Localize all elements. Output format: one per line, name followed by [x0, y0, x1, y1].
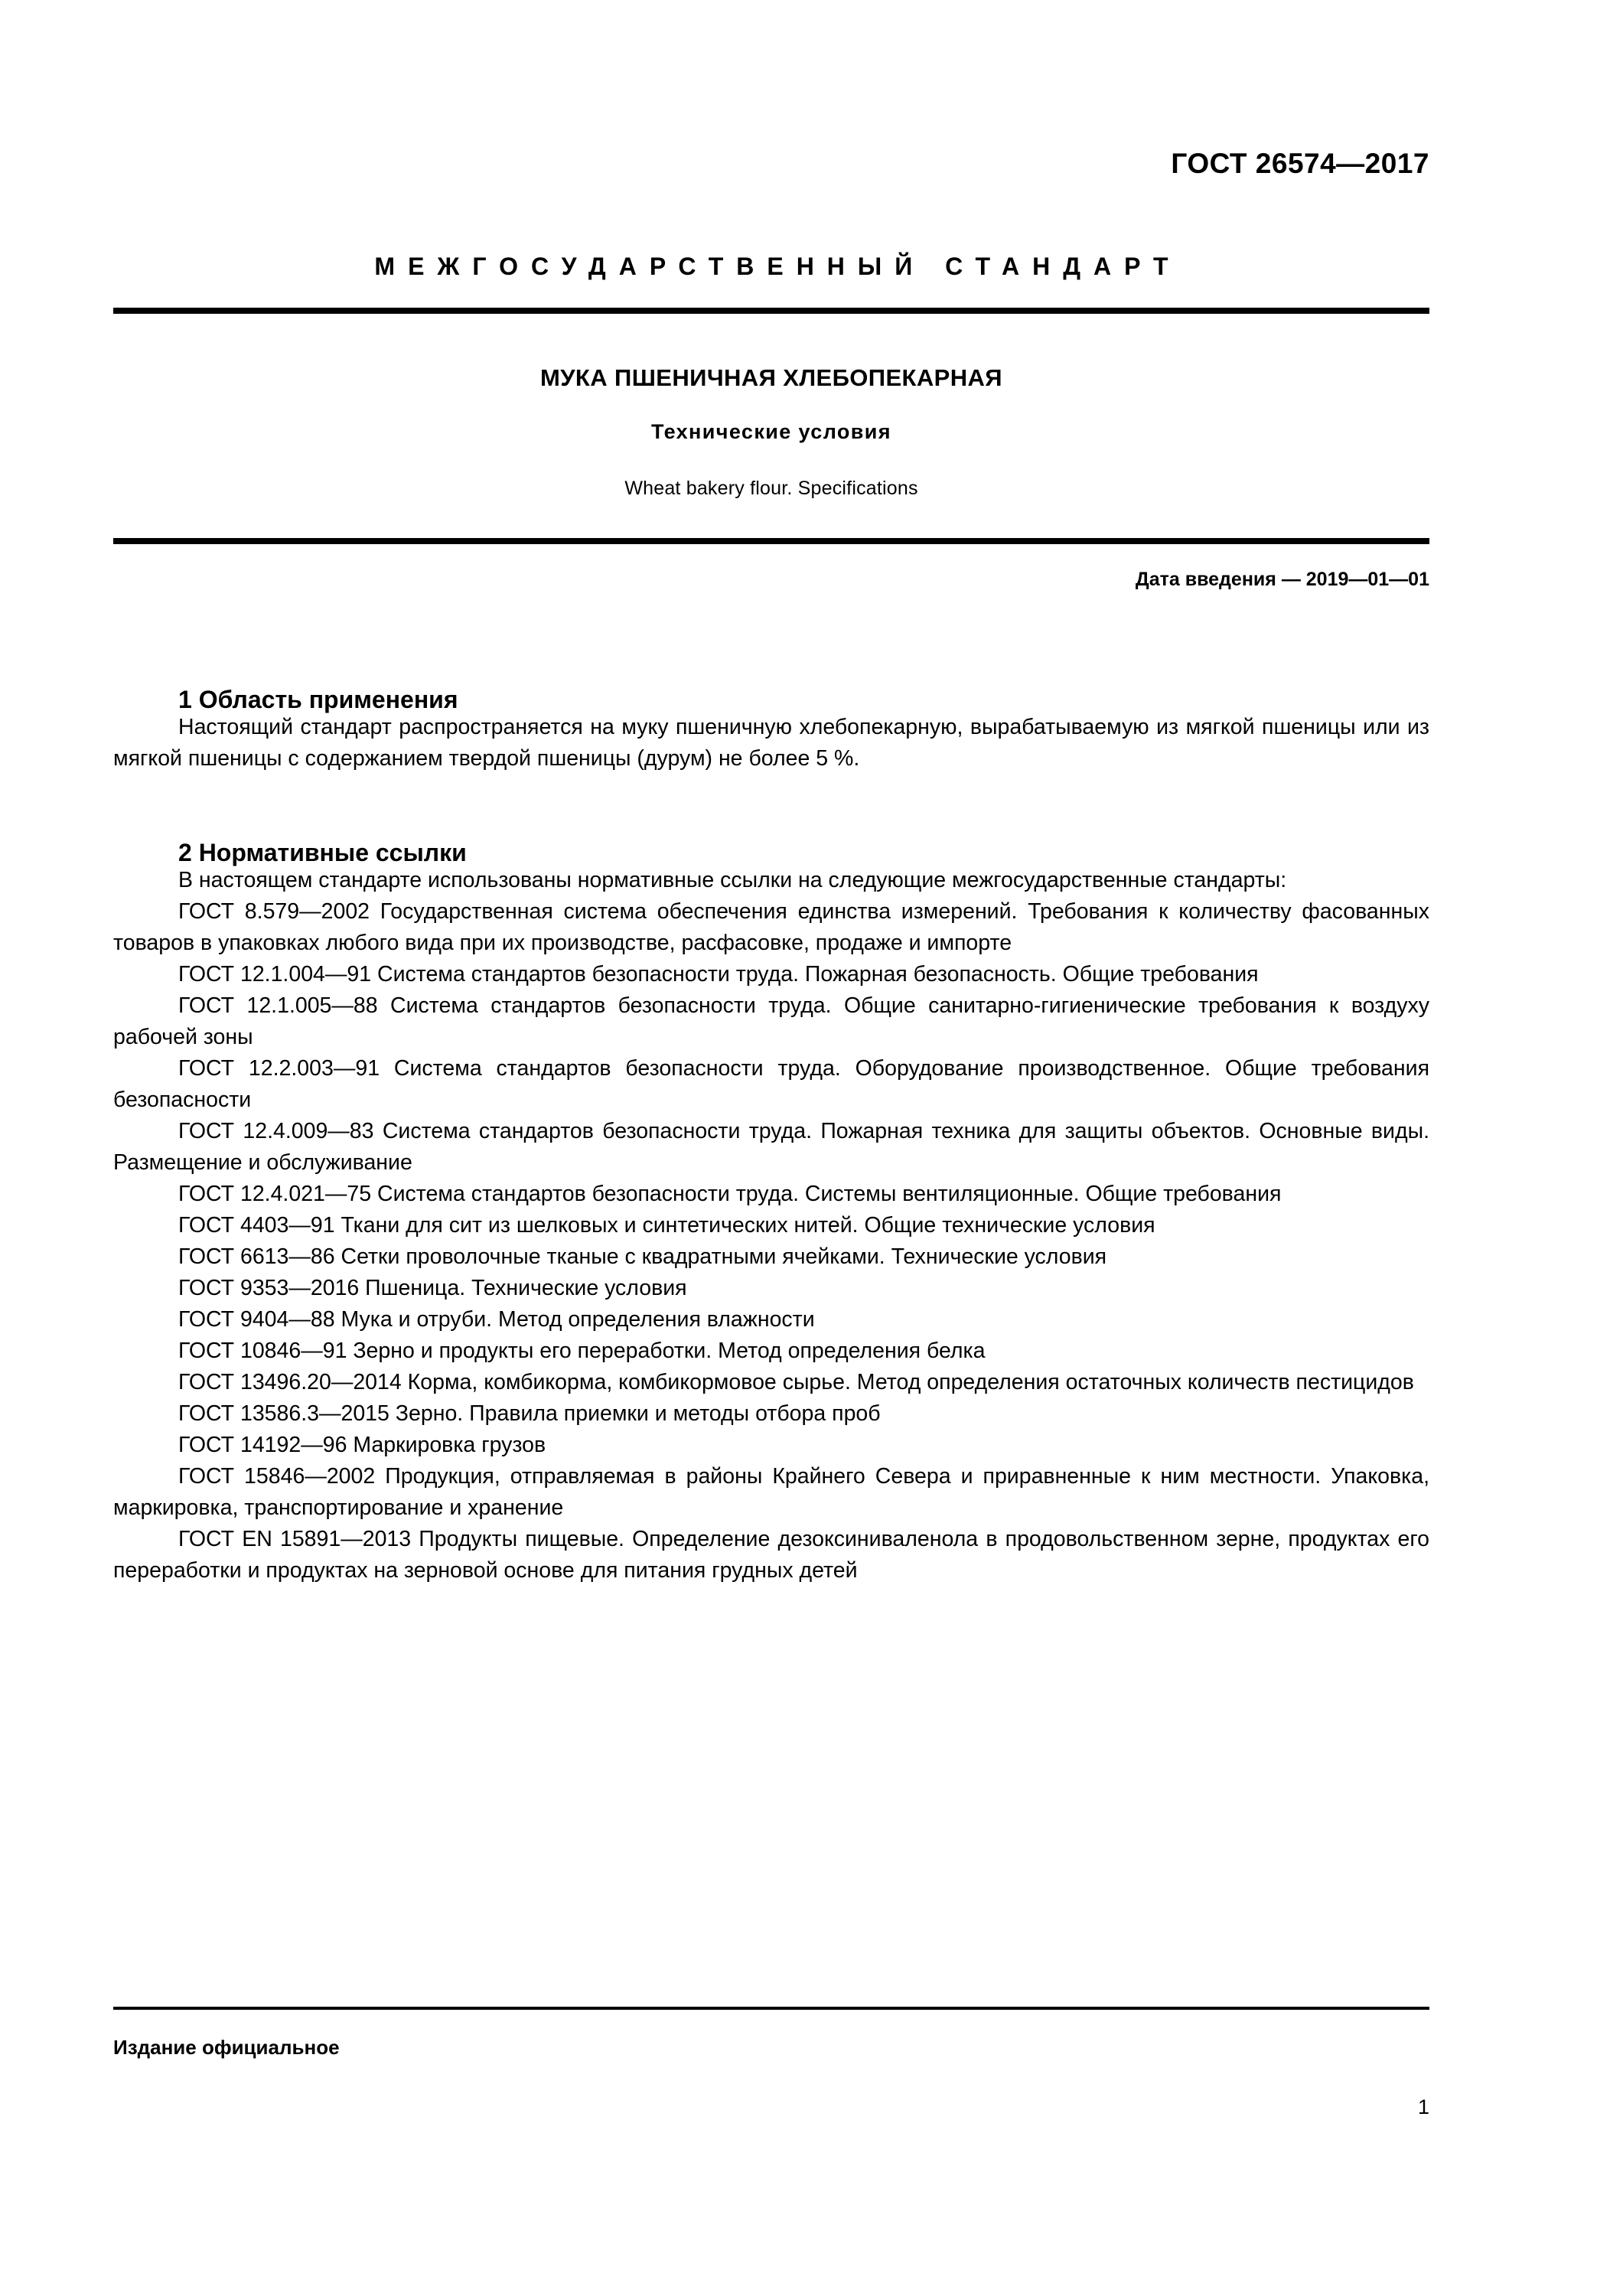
- list-item: ГОСТ 6613—86 Сетки проволочные тканые с квадратными ячейками. Технические условия: [178, 1244, 1107, 1269]
- page-title-english: Wheat bakery flour. Specifications: [624, 478, 918, 499]
- list-item: ГОСТ 13586.3—2015 Зерно. Правила приемки и методы отбора проб: [178, 1401, 881, 1426]
- page-title: МУКА ПШЕНИЧНАЯ ХЛЕБОПЕКАРНАЯ: [540, 364, 1002, 391]
- header-divider-bottom: [113, 538, 1429, 544]
- list-item: ГОСТ 15846—2002 Продукция, отправляемая в районы Крайнего Севера и приравненные к ним местности. Упаковка, маркировка, транспортирование и хранение: [113, 1464, 1429, 1520]
- standard-kind-label: МЕЖГОСУДАРСТВЕННЫЙ СТАНДАРТ: [374, 253, 1181, 280]
- header-divider-top: [113, 308, 1429, 314]
- list-item: ГОСТ 14192—96 Маркировка грузов: [178, 1433, 546, 1457]
- list-item: ГОСТ 4403—91 Ткани для сит из шелковых и синтетических нитей. Общие технические условия: [178, 1213, 1155, 1238]
- page-subtitle: Технические условия: [651, 420, 891, 443]
- list-item: ГОСТ 12.4.021—75 Система стандартов безопасности труда. Системы вентиляционные. Общие требования: [178, 1182, 1282, 1206]
- section-scope-paragraph: Настоящий стандарт распространяется на муку пшеничную хлебопекарную, вырабатываемую из мягкой пшеницы или из мягкой пшеницы с содержанием твердой пшеницы (дурум) не более 5 %.: [113, 715, 1429, 771]
- page-number: 1: [1417, 2095, 1429, 2118]
- edition-note: Издание официальное: [113, 2036, 340, 2059]
- document-number: ГОСТ 26574—2017: [1171, 148, 1429, 179]
- page-content: [113, 0, 1429, 1587]
- list-item: ГОСТ 12.4.009—83 Система стандартов безопасности труда. Пожарная техника для защиты объектов. Основные виды. Размещение и обслуживание: [113, 1119, 1429, 1175]
- list-item: ГОСТ 12.1.005—88 Система стандартов безопасности труда. Общие санитарно-гигиенические требования к воздуху рабочей зоны: [113, 993, 1429, 1049]
- list-item: ГОСТ 12.2.003—91 Система стандартов безопасности труда. Оборудование производственное. Общие требования безопасности: [113, 1056, 1429, 1112]
- list-item: ГОСТ EN 15891—2013 Продукты пищевые. Определение дезоксиниваленола в продовольственном зерне, продуктах его переработки и продуктах на зерновой основе для питания грудных детей: [113, 1527, 1429, 1583]
- section-heading-scope: 1 Область применения: [178, 686, 458, 713]
- list-item: ГОСТ 10846—91 Зерно и продукты его переработки. Метод определения белка: [178, 1339, 986, 1363]
- introduction-date: Дата введения — 2019—01—01: [1135, 569, 1429, 590]
- list-item: ГОСТ 13496.20—2014 Корма, комбикорма, комбикормовое сырье. Метод определения остаточных количеств пестицидов: [178, 1370, 1414, 1394]
- page-footer: [113, 2007, 1429, 2118]
- normative-reference-list: [113, 896, 1429, 1587]
- list-item: ГОСТ 8.579—2002 Государственная система обеспечения единства измерений. Требования к количеству фасованных товаров в упаковках любого вида при их производстве, расфасовке, продаже и импорте: [113, 899, 1429, 955]
- list-item: ГОСТ 9353—2016 Пшеница. Технические условия: [178, 1276, 687, 1300]
- title-block: [113, 366, 1429, 498]
- list-item: ГОСТ 12.1.004—91 Система стандартов безопасности труда. Пожарная безопасность. Общие требования: [178, 962, 1259, 987]
- footer-divider: [113, 2007, 1429, 2010]
- list-item: ГОСТ 9404—88 Мука и отруби. Метод определения влажности: [178, 1307, 815, 1332]
- section-references-intro: В настоящем стандарте использованы нормативные ссылки на следующие межгосударственные стандарты:: [178, 868, 1287, 892]
- section-heading-references: 2 Нормативные ссылки: [178, 839, 467, 866]
